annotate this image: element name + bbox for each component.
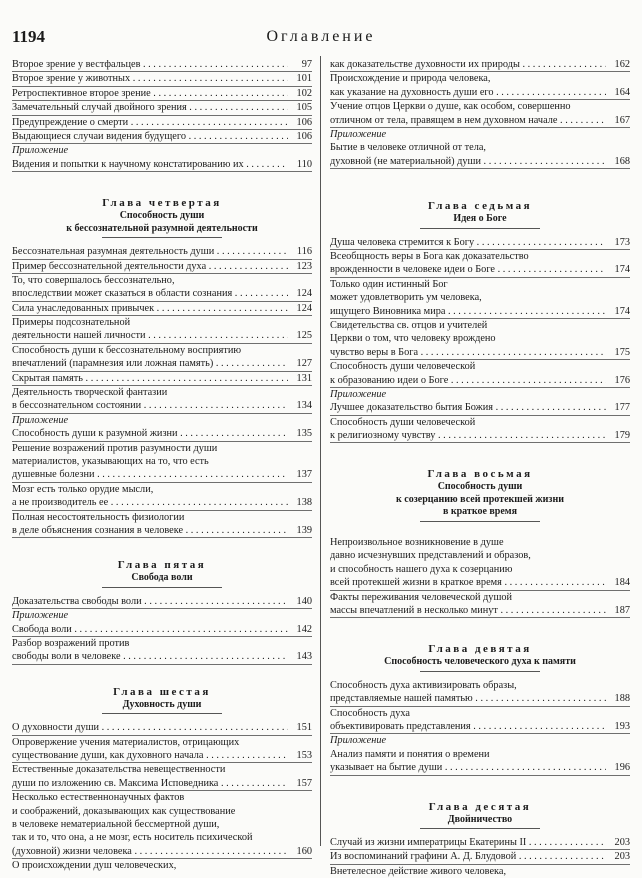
chapter-heading: [330, 800, 630, 830]
toc-entry-title: к образованию идеи о Боге . . .: [330, 374, 606, 387]
toc-line: Разбор возражений против: [12, 638, 130, 649]
spacer: [12, 238, 312, 245]
toc-line: Анализ памяти и понятия о времени: [330, 748, 490, 760]
toc-entry: [12, 58, 312, 72]
toc-entry: [12, 845, 312, 859]
toc-column-right: [330, 58, 630, 878]
toc-line: Полная несостоятельность физиологии: [12, 511, 185, 523]
toc-entry-title: в бессознательном состоянии . . .: [12, 399, 288, 412]
toc-line: Способность души человеческой: [330, 361, 476, 373]
spacer: [330, 229, 630, 236]
toc-page-number: 176: [614, 374, 630, 386]
toc-line: Несколько естественнонаучных фактов: [12, 792, 185, 804]
toc-page-number: 196: [614, 762, 630, 774]
toc-page-number: 110: [296, 158, 312, 170]
toc-entry: [330, 401, 630, 415]
toc-entry-title: Свобода воли . . .: [12, 623, 288, 636]
chapter-heading: [330, 199, 630, 229]
toc-page-number: 153: [296, 750, 312, 762]
spacer: [330, 829, 630, 836]
chapter-title: Двойничество: [447, 813, 513, 825]
toc-line: так и то, что она, а не мозг, есть носитель психической: [12, 832, 253, 844]
toc-page-number: 135: [296, 428, 312, 440]
toc-entry: [12, 329, 312, 343]
spacer: [12, 714, 312, 721]
spacer: [330, 618, 630, 642]
toc-entry-title: врожденности в человеке идеи о Боге . . .: [330, 263, 606, 276]
spacer: [12, 172, 312, 196]
spacer: [12, 588, 312, 595]
toc-entry: [12, 427, 312, 441]
appendix-label: Приложение: [12, 610, 69, 622]
toc-page-number: 179: [614, 430, 630, 442]
toc-entry-title: объективировать представления . . .: [330, 720, 606, 733]
toc-line: Происхождение и природа человека,: [330, 73, 491, 85]
toc-entry-title: Пример бессознательной деятельности духа . . .: [12, 260, 288, 273]
toc-line: Естественные доказательства невещественности: [12, 764, 226, 776]
toc-entry-title: представляемые нашей памятью . . .: [330, 692, 606, 705]
toc-entry: [12, 158, 312, 172]
toc-entry: [12, 72, 312, 86]
toc-entry: [330, 86, 630, 100]
toc-page-number: 174: [614, 305, 630, 317]
toc-entry: [12, 287, 312, 301]
toc-page-number: 167: [614, 114, 630, 126]
toc-entry-title: существование души, как духовного начала . . .: [12, 749, 288, 762]
toc-line: Только один истинный Бог: [330, 278, 448, 290]
toc-page-number: 168: [614, 155, 630, 167]
toc-line: Способность души человеческой: [330, 416, 476, 428]
chapter-title: Способность души: [119, 210, 205, 222]
toc-entry-title: указывает на бытие души . . .: [330, 761, 606, 774]
appendix-label: Приложение: [12, 414, 69, 426]
chapter-heading: [12, 558, 312, 588]
toc-entry-title: Ретроспективное второе зрение . . .: [12, 87, 288, 100]
chapter-title: к созерцанию всей протекшей жизни: [396, 493, 564, 505]
toc-entry: [12, 357, 312, 371]
toc-line: Свидетельства св. отцов и учителей: [330, 319, 488, 331]
toc-page-number: 142: [296, 623, 312, 635]
toc-page-number: 203: [614, 851, 630, 863]
toc-page-number: 131: [296, 372, 312, 384]
toc-line: Церкви о том, что человеку врождено: [330, 333, 496, 345]
chapter-number: Глава седьмая: [427, 200, 533, 213]
toc-page-number: 193: [614, 721, 630, 732]
toc-entry: [330, 761, 630, 775]
toc-entry: [330, 429, 630, 443]
toc-entry-title: к религиозному чувству . . .: [330, 429, 606, 442]
toc-entry-title: Лучшее доказательство бытия Божия . . .: [330, 401, 606, 414]
toc-entry: [330, 155, 630, 169]
column-divider: [320, 56, 321, 846]
toc-line: материалистов, указывающих на то, что есть: [12, 455, 209, 467]
toc-page-number: 134: [296, 400, 312, 412]
toc-entry-title: впоследствии может сказаться в области сознания . . .: [12, 287, 288, 300]
appendix-label: Приложение: [12, 145, 69, 157]
toc-entry: [330, 374, 630, 388]
toc-page-number: 164: [614, 86, 630, 98]
toc-entry-title: Доказательства свободы воли . . .: [12, 595, 288, 608]
toc-entry: [12, 130, 312, 144]
toc-entry: [330, 576, 630, 590]
toc-line: может удовлетворить ум человека,: [330, 292, 482, 304]
toc-page-number: 203: [614, 837, 630, 849]
toc-page-number: 101: [296, 73, 312, 85]
spacer: [330, 776, 630, 800]
toc-line: Решение возражений против разумности души: [12, 442, 218, 454]
toc-entry: [330, 236, 630, 250]
toc-line: Бытие в человеке отличной от тела,: [330, 142, 486, 154]
toc-line: и соображений, доказывающих как существование: [12, 805, 236, 817]
toc-entry-title: Видения и попытки к научному констатированию их . . .: [12, 158, 288, 171]
toc-entry-title: а не производитель ее . . .: [12, 496, 288, 509]
toc-entry: [12, 87, 312, 101]
toc-entry: [330, 305, 630, 319]
page-number: 1194: [12, 27, 46, 46]
toc-page-number: 123: [296, 260, 312, 272]
toc-page-number: 106: [296, 130, 312, 142]
chapter-title: Свобода воли: [131, 572, 193, 584]
toc-page-number: 125: [296, 330, 312, 342]
toc-entry-title: Скрытая память . . .: [12, 372, 288, 385]
chapter-title: Идея о Боге: [453, 213, 507, 225]
toc-page-number: 184: [614, 577, 630, 589]
toc-page-number: 127: [296, 358, 312, 370]
toc-line: и способность нашего духа к созерцанию: [330, 563, 513, 575]
appendix-label: Приложение: [330, 388, 387, 400]
chapter-heading: [330, 642, 630, 672]
toc-page-number: 174: [614, 264, 630, 276]
toc-line: Всеобщность веры в Бога как доказательство: [330, 251, 529, 263]
toc-page-number: 177: [614, 402, 630, 414]
toc-page-number: 124: [296, 288, 312, 300]
spacer: [330, 672, 630, 679]
spacer: [330, 169, 630, 199]
chapter-title: к бессознательной разумной деятельности: [66, 222, 258, 234]
chapter-heading: [12, 196, 312, 238]
toc-entry-title: отличном от тела, правящем в нем духовном начале . . .: [330, 114, 606, 127]
toc-line: Факты переживания человеческой душой: [330, 591, 513, 603]
toc-entry: [12, 721, 312, 735]
toc-page-number: 137: [296, 469, 312, 481]
toc-line: Способность души к бессознательному восприятию: [12, 344, 242, 356]
toc-page-number: 139: [296, 524, 312, 536]
toc-line: Учение отцов Церкви о душе, как особом, совершенно: [330, 101, 571, 113]
toc-line: То, что совершалось бессознательно,: [12, 274, 175, 286]
toc-page-number: 140: [296, 595, 312, 607]
chapter-title: Духовность души: [122, 698, 202, 710]
toc-entry: [12, 302, 312, 316]
toc-entry-title: ищущего Виновника мира . . .: [330, 305, 606, 318]
spacer: [330, 522, 630, 536]
toc-entry: [12, 595, 312, 609]
toc-line: Непроизвольное возникновение в душе: [330, 536, 504, 548]
toc-page-number: 143: [296, 651, 312, 663]
toc-entry-title: массы впечатлений в несколько минут . . .: [330, 604, 606, 617]
toc-line: Способность духа активизировать образы,: [330, 679, 517, 691]
toc-entry-title: Способность души к разумной жизни . . .: [12, 427, 288, 440]
toc-entry: [12, 496, 312, 510]
toc-page-number: 188: [614, 693, 630, 705]
chapter-number: Глава шестая: [113, 685, 211, 698]
toc-entry: [12, 372, 312, 386]
toc-entry-title: деятельности нашей личности . . .: [12, 329, 288, 342]
spacer: [12, 538, 312, 558]
toc-entry-title: Из воспоминаний графини А. Д. Блудовой . . .: [330, 850, 606, 863]
toc-entry-title: как указание на духовность души его . . .: [330, 86, 606, 99]
toc-page-number: 162: [614, 59, 630, 70]
chapter-title: в краткое время: [442, 506, 518, 518]
toc-entry-title: духовной (не материальной) души . . .: [330, 155, 606, 168]
toc-line: Внетелесное действие живого человека,: [330, 865, 507, 877]
toc-entry: [330, 346, 630, 360]
toc-entry: [330, 263, 630, 277]
chapter-number: Глава девятая: [428, 643, 532, 656]
toc-entry-title: души по изложению св. Максима Исповедника . . .: [12, 777, 288, 790]
spacer: [12, 665, 312, 685]
toc-entry-title: Бессознательная разумная деятельность души . . .: [12, 245, 288, 258]
toc-entry: [330, 58, 630, 72]
toc-page-number: 160: [296, 845, 312, 857]
toc-entry: [330, 114, 630, 128]
running-header: [0, 27, 642, 47]
toc-entry-title: Второе зрение у вестфальцев . . .: [12, 58, 288, 71]
appendix-label: Приложение: [330, 735, 387, 747]
toc-page-number: 187: [614, 604, 630, 616]
toc-entry-title: О духовности души . . .: [12, 721, 288, 734]
spacer: [330, 443, 630, 467]
toc-line: Мозг есть только орудие мысли,: [12, 483, 154, 495]
toc-entry: [12, 399, 312, 413]
toc-line: Способность духа: [330, 707, 410, 719]
page-title: Оглавление: [266, 28, 376, 45]
toc-entry-title: свободы воли в человеке . . .: [12, 650, 288, 663]
toc-entry-title: Замечательный случай двойного зрения . . .: [12, 101, 288, 114]
toc-entry: [12, 101, 312, 115]
toc-page-number: 124: [296, 302, 312, 314]
toc-entry-title: Второе зрение у животных . . .: [12, 72, 288, 85]
toc-page-number: 105: [296, 102, 312, 114]
toc-line: О происхождении душ человеческих,: [12, 860, 177, 872]
chapter-number: Глава восьмая: [427, 468, 533, 481]
toc-page-number: 138: [296, 497, 312, 509]
toc-entry-title: Предупреждение о смерти . . .: [12, 116, 288, 129]
toc-entry-title: всей протекшей жизни в краткое время . . .: [330, 576, 606, 589]
toc-page-number: 151: [296, 722, 312, 734]
toc-entry: [12, 623, 312, 637]
toc-entry-title: (духовной) жизни человека . . .: [12, 845, 288, 858]
chapter-title: Способность души: [437, 481, 523, 493]
toc-page-number: 173: [614, 236, 630, 248]
toc-page-number: 97: [301, 59, 312, 70]
toc-page-number: 175: [614, 346, 630, 358]
toc-entry: [330, 836, 630, 850]
toc-page-number: 157: [296, 777, 312, 789]
toc-entry-title: душевные болезни . . .: [12, 468, 288, 481]
toc-entry-title: чувство веры в Бога . . .: [330, 346, 606, 359]
toc-entry-title: Душа человека стремится к Богу . . .: [330, 236, 606, 249]
toc-line: Деятельность творческой фантазии: [12, 387, 168, 399]
toc-line: Опровержение учения материалистов, отрицающих: [12, 736, 240, 748]
toc-entry-title: в деле объяснения сознания в человеке . . .: [12, 524, 288, 537]
toc-line: в человеке нематериальной бессмертной души,: [12, 819, 220, 831]
chapter-heading: [330, 467, 630, 522]
appendix-label: Приложение: [330, 128, 387, 140]
toc-page-number: 102: [296, 87, 312, 99]
toc-entry: [12, 524, 312, 538]
toc-entry-title: Выдающиеся случаи видения будущего . . .: [12, 130, 288, 143]
toc-entry: [12, 468, 312, 482]
toc-entry-title: Случай из жизни императрицы Екатерины II . . .: [330, 836, 606, 849]
toc-page-number: 106: [296, 116, 312, 128]
toc-column-left: [12, 58, 312, 873]
toc-entry: [330, 692, 630, 706]
toc-entry-title: впечатлений (парамнезия или ложная память) . . .: [12, 357, 288, 370]
toc-entry: [12, 749, 312, 763]
toc-entry-title: как доказательстве духовности их природы . . .: [330, 58, 606, 71]
chapter-heading: [12, 685, 312, 715]
chapter-number: Глава четвертая: [102, 197, 222, 210]
toc-entry-title: Сила унаследованных привычек . . .: [12, 302, 288, 315]
chapter-title: Способность человеческого духа к памяти: [384, 656, 576, 668]
chapter-number: Глава пятая: [117, 559, 207, 572]
toc-entry: [12, 260, 312, 274]
chapter-number: Глава десятая: [428, 800, 532, 813]
toc-line: давно исчезнувших представлений и образов,: [330, 550, 531, 562]
toc-page-number: 116: [296, 246, 312, 258]
toc-line: Примеры подсознательной: [12, 317, 131, 329]
toc-entry: [330, 720, 630, 734]
toc-entry: [12, 777, 312, 791]
toc-entry: [12, 245, 312, 259]
toc-entry: [330, 604, 630, 618]
toc-entry: [12, 650, 312, 664]
toc-entry: [12, 116, 312, 130]
